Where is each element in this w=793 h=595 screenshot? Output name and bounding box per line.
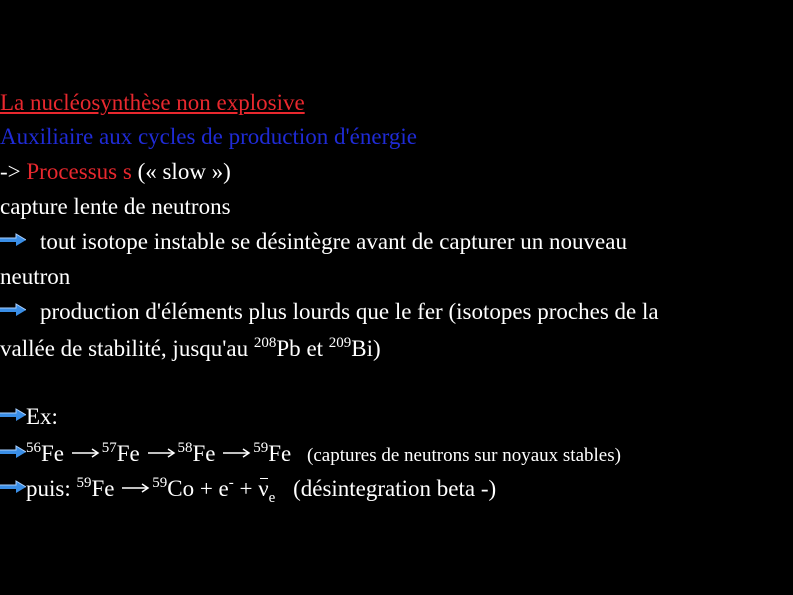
bi-symbol: Bi [351, 336, 374, 361]
et-text: et [300, 336, 329, 361]
example-line [0, 404, 58, 430]
co59-symbol: Co [167, 476, 195, 501]
reaction-arrow-icon [221, 438, 253, 464]
reaction-arrow-icon [146, 438, 178, 464]
bi-mass: 209 [328, 335, 352, 351]
fe58-symbol: Fe [192, 441, 216, 466]
slide-title: La nucléosynthèse non explosive [0, 90, 305, 115]
example-label: Ex: [26, 404, 58, 429]
antineutrino-symbol [258, 476, 268, 502]
bullet-1-text: tout isotope instable se désintègre avant de capturer un nouveau [40, 229, 627, 254]
nu-subscript: e [268, 490, 276, 506]
bullet-arrow-icon [0, 233, 26, 247]
process-line [0, 159, 231, 185]
fe56-symbol: Fe [41, 441, 64, 466]
reaction-arrow-icon [70, 438, 102, 464]
bullet-2-cont [0, 336, 381, 362]
capture-chain-line [0, 438, 621, 469]
fe59-symbol: Fe [268, 441, 292, 466]
process-suffix: (« slow ») [131, 159, 231, 184]
fe58-mass: 58 [177, 440, 193, 456]
closing-paren: ) [373, 336, 381, 361]
fe56-mass: 56 [26, 440, 41, 456]
fe57-mass: 57 [101, 440, 117, 456]
bullet-arrow-icon [0, 480, 26, 494]
slide-subtitle: Auxiliaire aux cycles de production d'énergie [0, 124, 417, 149]
capture-note: (captures de neutrons sur noyaux stables) [307, 445, 621, 466]
bullet-1-cont: neutron [0, 264, 71, 289]
bullet-arrow-icon [0, 303, 26, 317]
decay-prefix: puis: [26, 476, 77, 501]
bullet-2-cont-text: vallée de stabilité, jusqu'au [0, 336, 254, 361]
electron-charge: - [228, 475, 234, 491]
fe59-decay-mass: 59 [76, 475, 92, 491]
co59-mass: 59 [152, 475, 168, 491]
bullet-1 [0, 229, 627, 255]
fe57-symbol: Fe [116, 441, 140, 466]
definition-line: capture lente de neutrons [0, 194, 231, 219]
pb-mass: 208 [253, 335, 277, 351]
bullet-2 [0, 299, 659, 325]
bullet-2-text: production d'éléments plus lourds que le fer (isotopes proches de la [40, 299, 659, 324]
bullet-arrow-icon [0, 445, 26, 459]
process-name: Processus s [26, 159, 132, 184]
electron-term: + e [194, 476, 229, 501]
bullet-arrow-icon [0, 408, 26, 422]
reaction-arrow-icon [120, 473, 152, 499]
decay-note: (désintegration beta -) [293, 476, 497, 501]
plus-sign: + [233, 476, 259, 501]
antineutrino-bar [260, 478, 267, 479]
fe59-decay-symbol: Fe [91, 476, 115, 501]
decay-line [0, 473, 497, 506]
process-prefix: -> [0, 159, 27, 184]
nu-letter: ν [258, 476, 269, 501]
pb-symbol: Pb [276, 336, 301, 361]
fe59-mass: 59 [253, 440, 269, 456]
